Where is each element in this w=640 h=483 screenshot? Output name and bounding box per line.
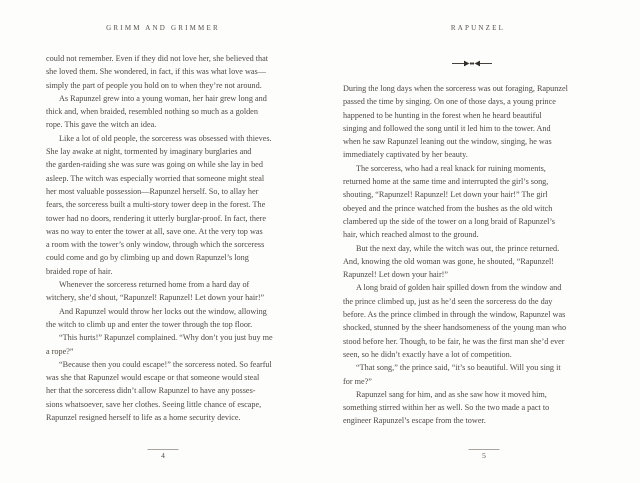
text-line: engineer Rapunzel’s escape from the tower. <box>343 416 486 426</box>
text-line: the garden-raiding she was sure was going on while she lay in bed <box>46 160 263 170</box>
text-line: returned home at the same time and interrupted the girl’s song, <box>343 177 549 187</box>
text-line: A long braid of golden hair spilled down from the window and <box>356 283 562 293</box>
right-folio-rule <box>469 449 500 450</box>
right-page-number: 5 <box>482 451 486 460</box>
text-line: witchery, she’d shout, “Rapunzel! Rapunzel! Let down your hair!” <box>46 293 265 303</box>
text-line: “Because then you could escape!” the sorceress noted. So fearful <box>59 359 272 369</box>
left-folio-rule <box>148 449 179 450</box>
text-line: shouting, “Rapunzel! Rapunzel! Let down your hair!” The girl <box>343 190 548 200</box>
text-line: the prince climbed up, just as he’d seen the sorceress do the day <box>343 296 553 306</box>
left-folio <box>148 449 179 460</box>
right-running-head: RAPUNZEL <box>450 24 506 32</box>
text-line: singing and followed the song until it led him to the tower. And <box>343 123 551 133</box>
text-line: The sorceress, who had a real knack for ruining moments, <box>356 163 546 173</box>
text-line: tower had no doors, rendering it utterly burglar-proof. In fact, there <box>46 213 266 223</box>
text-line: she loved them. She wondered, in fact, if this was what love was— <box>46 67 266 77</box>
text-line: fears, the sorceress built a multi-story tower deep in the forest. The <box>46 200 266 210</box>
right-page-lines <box>343 82 601 428</box>
text-line: obeyed and the prince watched from the bushes as the old witch <box>343 203 553 213</box>
text-line: sions whatsoever, save her clothes. Seeing little chance of escape, <box>46 399 262 409</box>
text-line: But the next day, while the witch was out, the prince returned. <box>356 243 560 253</box>
text-line: the witch to climb up and enter the tower through the top floor. <box>46 319 253 329</box>
text-line: She lay awake at night, tormented by imaginary burglaries and <box>46 147 252 157</box>
text-line: was she that Rapunzel would escape or that someone would steal <box>46 373 260 383</box>
text-line: Rapunzel sang for him, and as she saw how it moved him, <box>356 389 547 399</box>
text-line: stood before her. Though, to be fair, he was the first man she’d ever <box>343 336 565 346</box>
text-line: “This hurts!” Rapunzel complained. “Why don’t you just buy me <box>59 333 273 343</box>
text-line: something stirred within her as well. So the two made a pact to <box>343 403 550 413</box>
text-line: a rope?” <box>46 346 74 356</box>
text-line: could come and go by climbing up and down Rapunzel’s long <box>46 253 249 263</box>
text-line: before. As the prince climbed in through the window, Rapunzel was <box>343 310 566 320</box>
text-line: Rapunzel resigned herself to life as a home security device. <box>46 413 241 423</box>
text-line: seen, so he didn’t exactly have a lot of competition. <box>343 349 512 359</box>
text-line: Rapunzel! Let down your hair!” <box>343 270 449 280</box>
text-line: immediately captivated by her beauty. <box>343 150 468 160</box>
text-line: As Rapunzel grew into a young woman, her hair grew long and <box>59 93 267 103</box>
text-line: thick and, when braided, resembled nothing so much as a golden <box>46 107 258 117</box>
text-line: Like a lot of old people, the sorceress was obsessed with thieves. <box>59 133 272 143</box>
left-page-number: 4 <box>161 451 165 460</box>
text-line: Whenever the sorceress returned home from a hard day of <box>59 280 250 290</box>
text-line: a room with the tower’s only window, through which the sorceress <box>46 240 265 250</box>
text-line: rope. This gave the witch an idea. <box>46 120 157 130</box>
text-line: when he saw Rapunzel leaning out the window, singing, he was <box>343 137 552 147</box>
text-line: And Rapunzel would throw her locks out the window, allowing <box>59 306 267 316</box>
left-page-lines <box>46 52 288 424</box>
text-line: simply the part of people you hold on to when they’re not around. <box>46 80 262 90</box>
text-line: shocked, stunned by the sheer handsomeness of the young man who <box>343 323 567 333</box>
text-line: for me?” <box>343 376 372 386</box>
text-line: happened to be hunting in the forest when he heard beautiful <box>343 110 542 120</box>
text-line: hair, which reached almost to the ground. <box>343 230 479 240</box>
text-line: And, knowing the old woman was gone, he shouted, “Rapunzel! <box>343 256 555 266</box>
text-line: During the long days when the sorceress was out foraging, Rapunzel <box>343 84 568 93</box>
text-line: passed the time by singing. On one of those days, a young prince <box>343 97 556 107</box>
left-running-head: GRIMM AND GRIMMER <box>106 24 220 32</box>
section-break-icon <box>452 59 492 68</box>
right-folio <box>469 449 500 460</box>
text-line: was no way to enter the tower at all, save one. At the very top was <box>46 226 263 236</box>
text-line: her that the sorceress didn’t allow Rapunzel to have any posses- <box>46 386 256 396</box>
text-line: clambered up the side of the tower on a long braid of Rapunzel’s <box>343 216 555 226</box>
text-line: her most valuable possession—Rapunzel herself. So, to allay her <box>46 186 259 196</box>
text-line: “That song,” the prince said, “it’s so beautiful. Will you sing it <box>356 363 561 373</box>
text-line: asleep. The witch was especially worried that someone might steal <box>46 173 265 183</box>
text-line: could not remember. Even if they did not love her, she believed that <box>46 54 269 63</box>
text-line: braided rope of hair. <box>46 266 113 276</box>
